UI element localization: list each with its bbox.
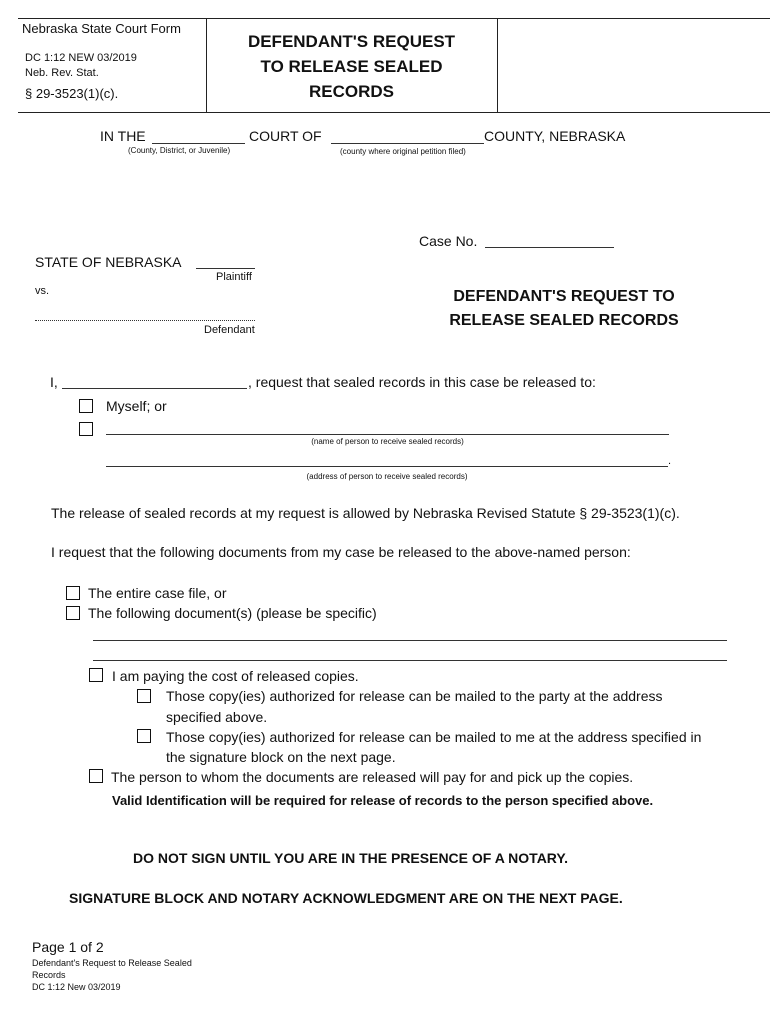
county-hint: (county where original petition filed): [340, 147, 466, 156]
valid-id-notice: Valid Identification will be required for release of records to the person specified above.: [112, 793, 654, 808]
vs-label: vs.: [35, 285, 50, 297]
case-no-label: Case No.: [419, 233, 478, 249]
county-field[interactable]: [331, 143, 484, 144]
mail-party-line-2: specified above.: [166, 709, 268, 725]
signature-block-notice: SIGNATURE BLOCK AND NOTARY ACKNOWLEDGMENT ARE ON THE NEXT PAGE.: [69, 890, 623, 906]
plaintiff-name: STATE OF NEBRASKA: [35, 254, 182, 270]
in-the-label: IN THE: [100, 128, 146, 144]
plaintiff-underline: [196, 268, 255, 269]
mail-party-line-1: Those copy(ies) authorized for release can be mailed to the party at the address: [166, 688, 663, 704]
header-bottom-rule: [18, 112, 770, 113]
person-pays-checkbox[interactable]: [89, 769, 103, 783]
form-code: DC 1:12 NEW 03/2019: [25, 52, 137, 64]
paying-cost-label: I am paying the cost of released copies.: [112, 668, 359, 684]
footer-title-line-1: Defendant's Request to Release Sealed: [32, 958, 192, 968]
statute-label: Neb. Rev. Stat.: [25, 67, 99, 79]
document-title-line-1: DEFENDANT'S REQUEST TO: [453, 288, 675, 305]
myself-checkbox[interactable]: [79, 399, 93, 413]
footer-form-code: DC 1:12 New 03/2019: [32, 982, 121, 992]
footer-title-line-2: Records: [32, 970, 66, 980]
recipient-address-hint: (address of person to receive sealed records): [306, 472, 468, 481]
form-label: Nebraska State Court Form: [22, 21, 181, 36]
i-label: I,: [50, 374, 58, 390]
court-type-hint: (County, District, or Juvenile): [128, 146, 231, 155]
document-title-line-2: RELEASE SEALED RECORDS: [449, 312, 679, 329]
mail-me-line-1: Those copy(ies) authorized for release can be mailed to me at the address specified in: [166, 729, 702, 745]
recipient-address-field[interactable]: [106, 466, 668, 467]
page-number: Page 1 of 2: [32, 939, 104, 955]
mail-me-line-2: the signature block on the next page.: [166, 749, 396, 765]
form-title-line-2: TO RELEASE SEALED: [260, 57, 443, 76]
statute-sentence: The release of sealed records at my request is allowed by Nebraska Revised Statute § 29-3523(1)(c).: [51, 505, 680, 521]
defendant-label: Defendant: [204, 324, 255, 336]
following-docs-checkbox[interactable]: [66, 606, 80, 620]
court-type-field[interactable]: [152, 143, 245, 144]
mail-party-checkbox[interactable]: [137, 689, 151, 703]
paying-cost-checkbox[interactable]: [89, 668, 103, 682]
documents-sentence: I request that the following documents from my case be released to the above-named person:: [51, 544, 631, 560]
entire-file-checkbox[interactable]: [66, 586, 80, 600]
form-title-line-3: RECORDS: [308, 82, 394, 101]
documents-line-1[interactable]: [93, 640, 727, 641]
form-title-line-1: DEFENDANT'S REQUEST: [247, 32, 456, 51]
entire-file-label: The entire case file, or: [88, 585, 227, 601]
other-person-checkbox[interactable]: [79, 422, 93, 436]
defendant-name-field[interactable]: [35, 320, 255, 321]
recipient-name-field[interactable]: [106, 434, 669, 435]
court-of-label: COURT OF: [249, 128, 322, 144]
request-text: , request that sealed records in this case be released to:: [248, 374, 596, 390]
myself-option-label: Myself; or: [106, 398, 167, 414]
recipient-name-hint: (name of person to receive sealed records): [311, 437, 464, 446]
header-top-rule: [18, 18, 770, 19]
case-no-field[interactable]: [485, 247, 614, 248]
person-pays-label: The person to whom the documents are released will pay for and pick up the copies.: [111, 769, 634, 785]
mail-me-checkbox[interactable]: [137, 729, 151, 743]
address-period: .: [668, 455, 672, 467]
county-nebraska-label: COUNTY, NEBRASKA: [484, 128, 626, 144]
documents-line-2[interactable]: [93, 660, 727, 661]
header-divider-right: [497, 18, 498, 112]
following-docs-label: The following document(s) (please be specific): [88, 605, 377, 621]
plaintiff-label: Plaintiff: [216, 271, 252, 283]
requester-name-field[interactable]: [62, 388, 247, 389]
statute-section: § 29-3523(1)(c).: [25, 86, 119, 101]
do-not-sign-notice: DO NOT SIGN UNTIL YOU ARE IN THE PRESENCE OF A NOTARY.: [133, 850, 569, 866]
